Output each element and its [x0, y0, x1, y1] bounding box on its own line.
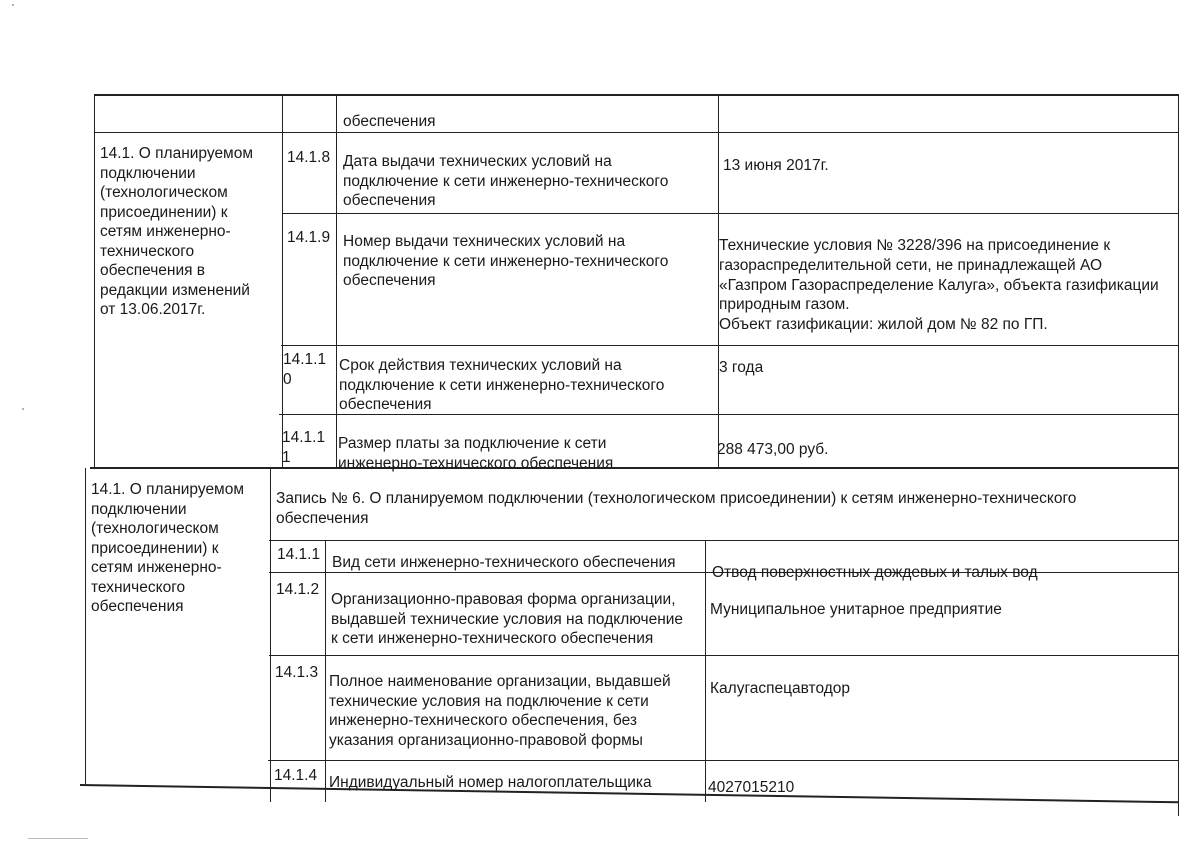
row-number: 14.1.1 1 [282, 429, 326, 466]
row-number: 14.1.1 0 [283, 351, 327, 388]
row-divider [268, 760, 1179, 761]
row-divider [269, 655, 1179, 656]
record-title: Запись № 6. О планируемом подключении (технологическом присоединении) к сетям инженерно-технического обеспечения [276, 490, 1077, 527]
col-divider [94, 94, 95, 468]
col-divider [705, 540, 706, 802]
row-value: 4027015210 [708, 779, 795, 796]
row-divider [90, 467, 1179, 469]
row-desc: Вид сети инженерно-технического обеспечения [332, 554, 676, 571]
row-desc: Индивидуальный номер налогоплательщика [329, 774, 652, 791]
row-number: 14.1.2 [276, 581, 320, 598]
col-divider [1178, 468, 1179, 816]
group-label: 14.1. О планируемом подключении (технологическом присоединении) к сетям инженерно- технического обеспечения в редакции изменений от 13.06.2017г. [100, 145, 253, 318]
col-divider [336, 94, 337, 468]
col-divider [85, 468, 86, 786]
table-border-top [95, 94, 1179, 96]
row-divider [269, 540, 1179, 541]
row-desc: Номер выдачи технических условий на подключение к сети инженерно-технического обеспечения [343, 233, 669, 289]
row-number: 14.1.8 [287, 149, 331, 166]
scan-speck [12, 4, 14, 6]
row-desc: Организационно-правовая форма организации, выдавшей технические условия на подключение к сети инженерно-технического обеспечения [331, 591, 684, 647]
row-divider [282, 213, 1179, 214]
row-value: Отвод поверхностных дождевых и талых вод [712, 564, 1038, 581]
col-divider [325, 540, 326, 802]
col-divider [270, 468, 271, 802]
row-value: 3 года [719, 359, 764, 376]
row-desc: Полное наименование организации, выдавшей технические условия на подключение к сети инженерно-технического обеспечения, без указания организационно-правовой формы [329, 673, 671, 749]
row-divider [94, 132, 1179, 133]
row-desc: обеспечения [343, 113, 436, 130]
row-value: 13 июня 2017г. [723, 157, 829, 174]
row-divider [281, 345, 1179, 346]
scan-speck [22, 408, 24, 410]
col-divider [282, 94, 283, 468]
row-value: Технические условия № 3228/396 на присоединение к газораспределительной сети, не принадлежащей АО «Газпром Газораспределение Калуга», объекта газификации природным газом. Объект газификации: жилой дом № 82 по ГП. [719, 237, 1159, 334]
row-value: Муниципальное унитарное предприятие [710, 601, 1002, 618]
row-desc: Размер платы за подключение к сети инженерно-технического обеспечения [338, 435, 614, 472]
row-number: 14.1.1 [277, 546, 321, 563]
row-desc: Срок действия технических условий на подключение к сети инженерно-технического обеспечения [339, 357, 665, 413]
row-value: Калугаспецавтодор [710, 680, 851, 697]
scan-speck [28, 838, 88, 839]
row-number: 14.1.3 [275, 664, 319, 681]
row-value: 288 473,00 руб. [717, 441, 829, 458]
row-number: 14.1.9 [287, 229, 331, 246]
col-divider [1178, 94, 1179, 468]
row-number: 14.1.4 [274, 767, 318, 784]
group-label: 14.1. О планируемом подключении (технологическом присоединении) к сетям инженерно- технического обеспечения [91, 481, 244, 615]
row-desc: Дата выдачи технических условий на подключение к сети инженерно-технического обеспечения [343, 153, 669, 209]
